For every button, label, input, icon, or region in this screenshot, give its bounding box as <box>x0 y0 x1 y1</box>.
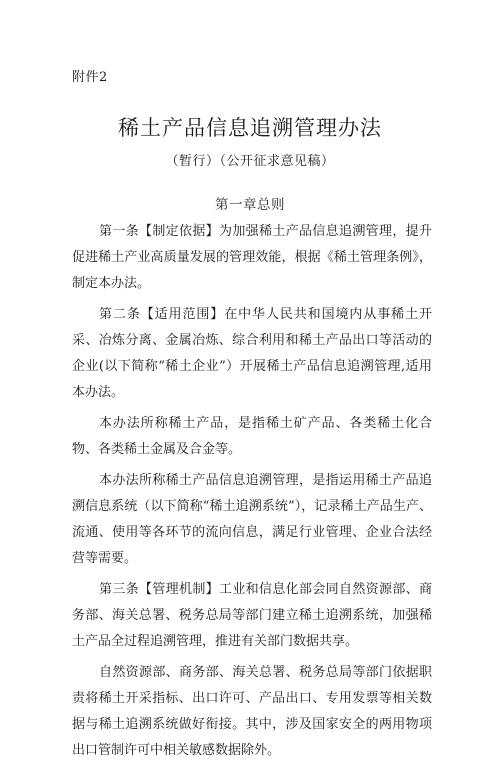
paragraph-data-connection: 自然资源部、商务部、海关总署、税务总局等部门依据职责将稀土开采指标、出口许可、产品出口、专用发票等相关数据与稀土追溯系统做好衔接。其中，涉及国家安全的两用物项出口管制许可中相关敏感数据除外。 <box>72 665 432 758</box>
attachment-label: 附件2 <box>72 70 108 85</box>
document-title: 稀土产品信息追溯管理办法 <box>118 116 382 140</box>
document-subtitle: （暂行）（公开征求意见稿） <box>165 154 335 169</box>
paragraph-article-3: 第三条【管理机制】工业和信息化部会同自然资源部、商务部、海关总署、税务总局等部门建立稀土追溯系统，加强稀土产品全过程追溯管理，推进有关部门数据共享。 <box>72 582 432 649</box>
paragraph-article-2: 第二条【适用范围】在中华人民共和国境内从事稀土开采、冶炼分离、金属冶炼、综合利用和稀土产品出口等活动的企业(以下简称“稀土企业”）开展稀土产品信息追溯管理,适用本办法。 <box>72 307 432 400</box>
paragraph-traceability-definition: 本办法所称稀土产品信息追溯管理，是指运用稀土产品追溯信息系统（以下简称“稀土追溯系统”），记录稀土产品生产、流通、使用等各环节的流向信息，满足行业管理、企业合法经营等需要。 <box>72 473 432 566</box>
paragraph-rare-earth-products: 本办法所称稀土产品，是指稀土矿产品、各类稀土化合物、各类稀土金属及合金等。 <box>72 416 432 457</box>
chapter-heading: 第一章总则 <box>215 197 285 213</box>
paragraph-article-1: 第一条【制定依据】为加强稀土产品信息追溯管理，提升促进稀土产业高质量发展的管理效能，根据《稀土管理条例》，制定本办法。 <box>72 224 432 291</box>
document-body <box>72 219 432 764</box>
